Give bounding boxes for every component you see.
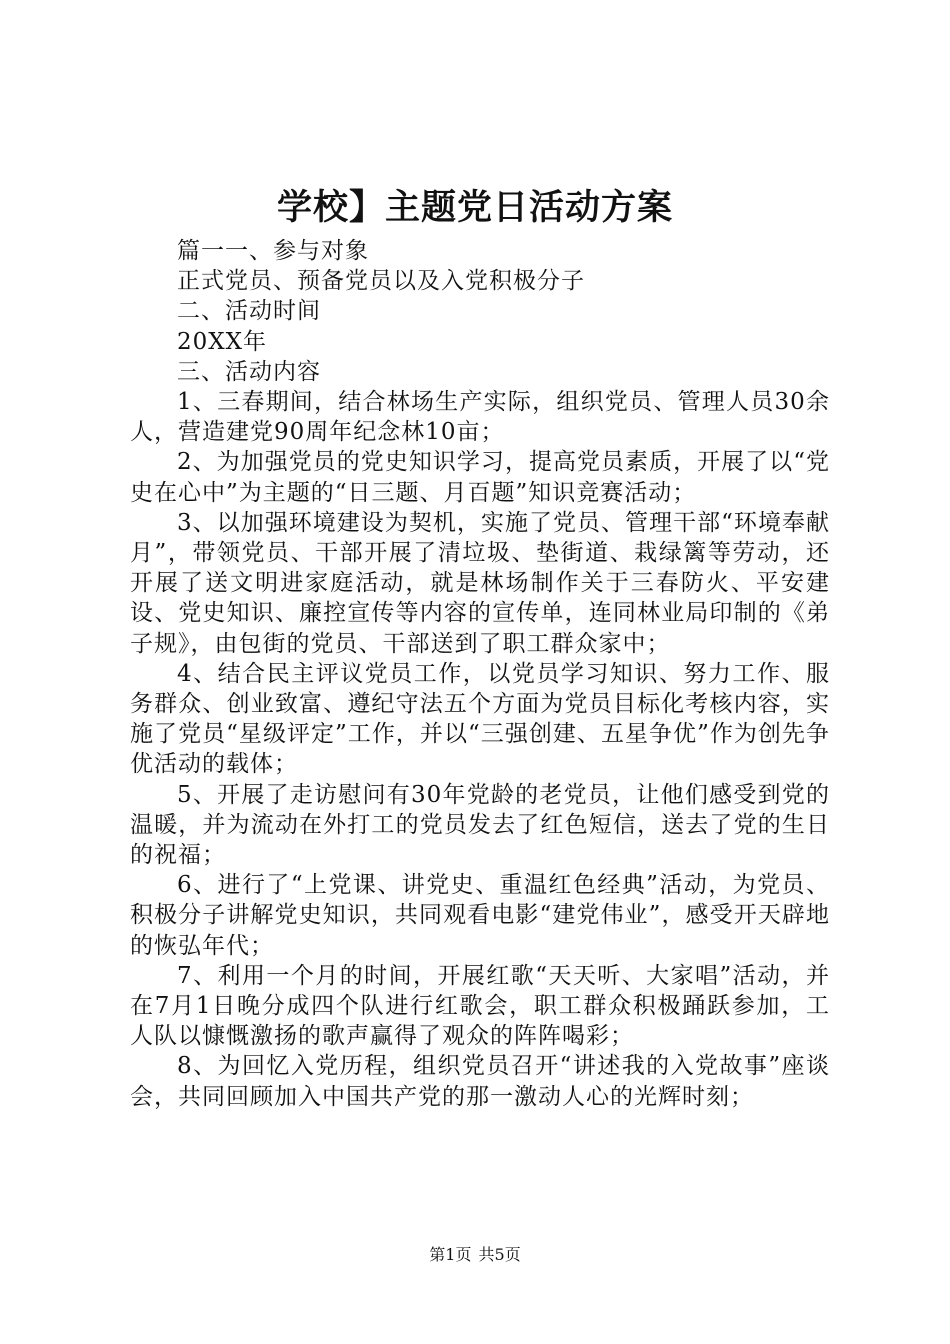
document-title: 学校】主题党日活动方案 [276,188,673,228]
paragraph-item-2: 2、为加强党员的党史知识学习，提高党员素质，开展了以“党史在心中”为主题的“日三题、月百题”知识竞赛活动； [130,449,830,506]
paragraph-item-8: 8、为回忆入党历程，组织党员召开“讲述我的入党故事”座谈会，共同回顾加入中国共产党的那一激动人心的光辉时刻； [130,1053,830,1110]
paragraph-item-6: 6、进行了“上党课、讲党史、重温红色经典”活动，为党员、积极分子讲解党史知识，共同观看电影“建党伟业”，感受开天辟地的恢弘年代； [130,872,830,959]
paragraph-section-2-heading: 二、活动时间 [177,298,321,325]
paragraph-item-7: 7、利用一个月的时间，开展红歌“天天听、大家唱”活动，并在7月1日晚分成四个队进行红歌会，职工群众积极踊跃参加，工人队以慷慨激扬的歌声赢得了观众的阵阵喝彩； [130,962,830,1050]
paragraph-item-5: 5、开展了走访慰问有30年党龄的老党员，让他们感受到党的温暖，并为流动在外打工的党员发去了红色短信，送去了党的生日的祝福； [130,781,830,869]
page-footer [0,1244,950,1266]
paragraph-section-1-heading: 篇一一、参与对象 [177,238,369,264]
page-number: 第1页 [429,1245,472,1264]
paragraph-item-3: 3、以加强环境建设为契机，实施了党员、管理干部“环境奉献月”，带领党员、干部开展了清垃圾、垫街道、栽绿篱等劳动，还开展了送文明进家庭活动，就是林场制作关于三春防火、平安建设、党史知识、廉控宣传等内容的宣传单，连同林业局印制的《弟子规》，由包街的党员、干部送到了职工群众家中； [130,509,830,657]
paragraph-item-1: 1、三春期间，结合林场生产实际，组织党员、管理人员30余人，营造建党90周年纪念林10亩； [130,389,830,446]
paragraph-time: 20XX年 [177,328,268,355]
paragraph-participants: 正式党员、预备党员以及入党积极分子 [177,268,585,295]
document-body [130,236,830,1112]
paragraph-section-3-heading: 三、活动内容 [177,358,321,385]
paragraph-item-4: 4、结合民主评议党员工作，以党员学习知识、努力工作、服务群众、创业致富、遵纪守法五个方面为党员目标化考核内容，实施了党员“星级评定”工作，并以“三强创建、五星争优”作为创先争优活动的载体； [130,660,830,778]
page-total: 共5页 [478,1245,521,1264]
